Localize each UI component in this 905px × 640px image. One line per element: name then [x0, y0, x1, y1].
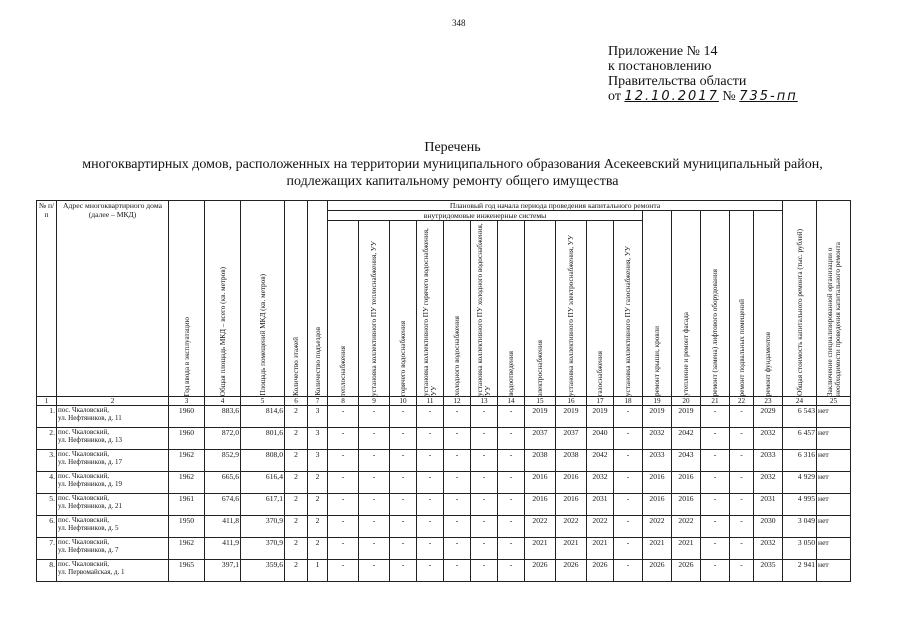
cell-area: 872,0 [205, 428, 241, 450]
cell-concl: нет [817, 450, 851, 472]
cell-c11: - [417, 472, 444, 494]
cell-c22: - [730, 428, 754, 450]
cell-floors: 2 [285, 516, 308, 538]
column-number: 9 [359, 397, 390, 406]
cell-year: 1960 [169, 406, 205, 428]
appendix-line: к постановлению [608, 59, 712, 74]
cell-n: 6. [37, 516, 57, 538]
cell-c13: - [471, 516, 498, 538]
cell-c21: - [701, 406, 730, 428]
column-number: 16 [556, 397, 587, 406]
cell-ent: 1 [308, 560, 328, 582]
cell-c15: 2019 [525, 406, 556, 428]
cell-c11: - [417, 406, 444, 428]
cell-c19: 2022 [643, 516, 672, 538]
column-number: 4 [205, 397, 241, 406]
column-number: 23 [754, 397, 783, 406]
address-cell [57, 494, 169, 516]
cell-c19: 2032 [643, 428, 672, 450]
column-number: 10 [390, 397, 417, 406]
header-eng-col: теплоснабжения [339, 345, 347, 396]
cell-c21: - [701, 428, 730, 450]
cell-ent: 3 [308, 406, 328, 428]
cell-c22: - [730, 516, 754, 538]
cell-rooms: 616,4 [241, 472, 285, 494]
cell-c19: 2021 [643, 538, 672, 560]
cell-c18: - [614, 406, 643, 428]
column-number: 25 [817, 397, 851, 406]
header-roof: ремонт крыши, кровли [653, 325, 661, 396]
cell-c17: 2021 [587, 538, 614, 560]
cell-c11: - [417, 450, 444, 472]
cell-concl: нет [817, 516, 851, 538]
header-eng-col: установка коллективного ПУ электроснабжения, УУ [567, 234, 575, 396]
cell-c17: 2042 [587, 450, 614, 472]
title-line: многоквартирных домов, расположенных на территории муниципального образования Асекеевский муниципальный район, [82, 157, 823, 172]
header-cost: Общая стоимость капитального ремонта (тыс. рублей) [795, 229, 804, 396]
column-number: 14 [498, 397, 525, 406]
column-number: 12 [444, 397, 471, 406]
cell-ent: 2 [308, 472, 328, 494]
cell-c13: - [471, 538, 498, 560]
header-area-rooms: Площадь помещений МКД (кв. метров) [258, 274, 267, 396]
table-row [37, 472, 851, 494]
cell-c15: 2026 [525, 560, 556, 582]
cell-c22: - [730, 538, 754, 560]
address-line: ул. Нефтяников, д. 21 [58, 502, 123, 510]
cell-concl: нет [817, 560, 851, 582]
cell-c10: - [390, 560, 417, 582]
header-planned: Плановый год начала периода проведения капитального ремонта [328, 201, 783, 211]
appendix-title: Приложение № 14 [608, 44, 718, 59]
header-area-total: Общая площадь МКД – всего (кв. метров) [218, 266, 227, 396]
cell-c16: 2019 [556, 406, 587, 428]
cell-n: 1. [37, 406, 57, 428]
address-line: пос. Чкаловский, [58, 494, 110, 502]
from-label: от [608, 89, 621, 104]
cell-c18: - [614, 494, 643, 516]
column-number: 2 [57, 397, 169, 406]
cell-c18: - [614, 560, 643, 582]
cell-rooms: 801,6 [241, 428, 285, 450]
cell-c16: 2016 [556, 494, 587, 516]
address-line: пос. Чкаловский, [58, 560, 110, 568]
cell-c8: - [328, 538, 359, 560]
cell-c8: - [328, 560, 359, 582]
title-line: Перечень [424, 140, 481, 155]
cell-c23: 2032 [754, 428, 783, 450]
cell-c13: - [471, 494, 498, 516]
cell-cost: 2 941 [783, 560, 817, 582]
page-number: 348 [452, 18, 466, 28]
cell-floors: 2 [285, 538, 308, 560]
header-engineering: внутридомовые инженерные системы [328, 211, 643, 221]
cell-c15: 2021 [525, 538, 556, 560]
header-eng-col: холодного водоснабжения [453, 316, 461, 396]
cell-c8: - [328, 516, 359, 538]
address-line: пос. Чкаловский, [58, 538, 110, 546]
cell-ent: 3 [308, 428, 328, 450]
header-address: Адрес многоквартирного дома (далее – МКД) [57, 201, 169, 397]
cell-area: 397,1 [205, 560, 241, 582]
cell-c12: - [444, 450, 471, 472]
cell-c23: 2030 [754, 516, 783, 538]
cell-c11: - [417, 428, 444, 450]
cell-c10: - [390, 428, 417, 450]
cell-rooms: 617,1 [241, 494, 285, 516]
cell-c13: - [471, 406, 498, 428]
cell-rooms: 814,6 [241, 406, 285, 428]
cell-c17: 2032 [587, 472, 614, 494]
column-number: 11 [417, 397, 444, 406]
cell-c20: 2016 [672, 472, 701, 494]
column-number: 8 [328, 397, 359, 406]
cell-c9: - [359, 450, 390, 472]
header-facade: утепление и ремонт фасада [682, 312, 690, 396]
cell-c21: - [701, 450, 730, 472]
cell-c9: - [359, 406, 390, 428]
cell-c11: - [417, 560, 444, 582]
cell-floors: 2 [285, 472, 308, 494]
cell-c20: 2019 [672, 406, 701, 428]
column-number: 21 [701, 397, 730, 406]
cell-c22: - [730, 494, 754, 516]
cell-c16: 2016 [556, 472, 587, 494]
header-floors: Количество этажей [292, 337, 300, 396]
address-cell [57, 450, 169, 472]
cell-c23: 2029 [754, 406, 783, 428]
address-line: ул. Нефтяников, д. 5 [58, 524, 119, 532]
cell-c11: - [417, 538, 444, 560]
cell-c12: - [444, 406, 471, 428]
cell-floors: 2 [285, 450, 308, 472]
cell-c16: 2022 [556, 516, 587, 538]
cell-floors: 2 [285, 560, 308, 582]
cell-c18: - [614, 450, 643, 472]
cell-floors: 2 [285, 406, 308, 428]
column-number: 7 [308, 397, 328, 406]
cell-c10: - [390, 516, 417, 538]
column-number: 18 [614, 397, 643, 406]
cell-c21: - [701, 560, 730, 582]
table-row [37, 406, 851, 428]
cell-c10: - [390, 494, 417, 516]
cell-c11: - [417, 494, 444, 516]
cell-concl: нет [817, 494, 851, 516]
address-line: пос. Чкаловский, [58, 406, 110, 414]
address-cell [57, 406, 169, 428]
cell-c18: - [614, 516, 643, 538]
cell-area: 674,6 [205, 494, 241, 516]
cell-area: 852,9 [205, 450, 241, 472]
cell-year: 1962 [169, 450, 205, 472]
cell-c23: 2031 [754, 494, 783, 516]
header-conclusion: Заключение специализированной организации о необходимости проведения капитального ремонта [825, 242, 842, 396]
header-eng-col: горячего водоснабжения [399, 320, 407, 396]
cell-c17: 2019 [587, 406, 614, 428]
cell-c20: 2043 [672, 450, 701, 472]
cell-ent: 3 [308, 450, 328, 472]
cell-ent: 2 [308, 538, 328, 560]
cell-cost: 4 929 [783, 472, 817, 494]
cell-year: 1962 [169, 472, 205, 494]
cell-c13: - [471, 428, 498, 450]
header-eng-col: установка коллективного ПУ горячего водоснабжения, УУ [422, 228, 438, 396]
cell-concl: нет [817, 406, 851, 428]
cell-concl: нет [817, 472, 851, 494]
appendix-date-line [608, 89, 798, 104]
cell-c16: 2038 [556, 450, 587, 472]
column-number: 3 [169, 397, 205, 406]
cell-floors: 2 [285, 428, 308, 450]
address-line: ул. Нефтяников, д. 17 [58, 458, 123, 466]
cell-c8: - [328, 450, 359, 472]
decree-date: 12.10.2017 [624, 89, 719, 104]
header-eng-col: водоотведения [507, 351, 515, 396]
cell-c17: 2026 [587, 560, 614, 582]
header-foundation: ремонт фундаментов [764, 331, 772, 396]
cell-year: 1965 [169, 560, 205, 582]
cell-n: 8. [37, 560, 57, 582]
cell-c9: - [359, 472, 390, 494]
cell-cost: 6 316 [783, 450, 817, 472]
cell-c12: - [444, 472, 471, 494]
appendix-line: Правительства области [608, 74, 747, 89]
cell-c21: - [701, 494, 730, 516]
cell-c15: 2016 [525, 472, 556, 494]
cell-c18: - [614, 472, 643, 494]
cell-c9: - [359, 516, 390, 538]
column-number: 19 [643, 397, 672, 406]
cell-cost: 4 995 [783, 494, 817, 516]
cell-c14: - [498, 450, 525, 472]
cell-c13: - [471, 450, 498, 472]
table-row [37, 560, 851, 582]
cell-c19: 2016 [643, 472, 672, 494]
cell-c12: - [444, 560, 471, 582]
cell-ent: 2 [308, 494, 328, 516]
cell-cost: 6 457 [783, 428, 817, 450]
cell-c9: - [359, 494, 390, 516]
cell-c12: - [444, 494, 471, 516]
cell-cost: 3 049 [783, 516, 817, 538]
houses-table [36, 200, 851, 582]
cell-concl: нет [817, 538, 851, 560]
title-line: подлежащих капитальному ремонту общего имущества [286, 174, 619, 189]
cell-c23: 2033 [754, 450, 783, 472]
address-line: пос. Чкаловский, [58, 428, 110, 436]
cell-c15: 2037 [525, 428, 556, 450]
column-number: 5 [241, 397, 285, 406]
cell-c12: - [444, 516, 471, 538]
cell-c12: - [444, 538, 471, 560]
cell-c17: 2031 [587, 494, 614, 516]
cell-c22: - [730, 450, 754, 472]
decree-number: 735-пп [739, 89, 798, 104]
column-number: 20 [672, 397, 701, 406]
cell-c14: - [498, 428, 525, 450]
address-line: ул. Первомайская, д. 1 [58, 568, 125, 576]
address-line: пос. Чкаловский, [58, 516, 110, 524]
address-line: пос. Чкаловский, [58, 472, 110, 480]
cell-c21: - [701, 472, 730, 494]
column-number: 22 [730, 397, 754, 406]
header-eng-col: установка коллективного ПУ холодного водоснабжения, УУ [476, 223, 492, 396]
cell-c17: 2040 [587, 428, 614, 450]
cell-c8: - [328, 406, 359, 428]
column-number: 17 [587, 397, 614, 406]
cell-c10: - [390, 472, 417, 494]
cell-year: 1962 [169, 538, 205, 560]
cell-year: 1950 [169, 516, 205, 538]
cell-c15: 2016 [525, 494, 556, 516]
cell-cost: 6 543 [783, 406, 817, 428]
cell-c15: 2022 [525, 516, 556, 538]
cell-c13: - [471, 560, 498, 582]
cell-n: 4. [37, 472, 57, 494]
cell-c14: - [498, 516, 525, 538]
cell-n: 3. [37, 450, 57, 472]
address-cell [57, 560, 169, 582]
address-cell [57, 472, 169, 494]
address-cell [57, 516, 169, 538]
cell-c23: 2035 [754, 560, 783, 582]
cell-c8: - [328, 428, 359, 450]
cell-c9: - [359, 428, 390, 450]
cell-c14: - [498, 538, 525, 560]
table-row [37, 428, 851, 450]
address-line: ул. Нефтяников, д. 13 [58, 436, 123, 444]
header-eng-col: электроснабжения [536, 339, 544, 396]
cell-c18: - [614, 428, 643, 450]
cell-area: 665,6 [205, 472, 241, 494]
header-entrances: Количество подъездов [313, 327, 322, 396]
header-num: № п/п [37, 201, 57, 397]
cell-c19: 2016 [643, 494, 672, 516]
cell-c15: 2038 [525, 450, 556, 472]
cell-c16: 2021 [556, 538, 587, 560]
column-number: 15 [525, 397, 556, 406]
cell-c8: - [328, 472, 359, 494]
cell-c20: 2042 [672, 428, 701, 450]
cell-rooms: 370,9 [241, 516, 285, 538]
address-line: пос. Чкаловский, [58, 450, 110, 458]
cell-concl: нет [817, 428, 851, 450]
cell-area: 411,8 [205, 516, 241, 538]
cell-floors: 2 [285, 494, 308, 516]
cell-c20: 2021 [672, 538, 701, 560]
cell-n: 5. [37, 494, 57, 516]
column-number: 1 [37, 397, 57, 406]
cell-c22: - [730, 472, 754, 494]
cell-c13: - [471, 472, 498, 494]
cell-c22: - [730, 560, 754, 582]
cell-c10: - [390, 538, 417, 560]
cell-n: 7. [37, 538, 57, 560]
cell-c23: 2032 [754, 538, 783, 560]
cell-c21: - [701, 538, 730, 560]
cell-c10: - [390, 406, 417, 428]
cell-year: 1960 [169, 428, 205, 450]
table-row [37, 538, 851, 560]
cell-c22: - [730, 406, 754, 428]
cell-year: 1961 [169, 494, 205, 516]
cell-c9: - [359, 560, 390, 582]
cell-cost: 3 050 [783, 538, 817, 560]
header-year: Год ввода в эксплуатацию [182, 316, 191, 396]
address-cell [57, 538, 169, 560]
table-row [37, 450, 851, 472]
document-title [0, 139, 905, 190]
header-eng-col: установка коллективного ПУ газоснабжения, УУ [624, 245, 632, 396]
cell-c21: - [701, 516, 730, 538]
cell-rooms: 808,0 [241, 450, 285, 472]
appendix-block [608, 44, 798, 104]
cell-c14: - [498, 560, 525, 582]
column-number: 6 [285, 397, 308, 406]
cell-ent: 2 [308, 516, 328, 538]
column-number: 13 [471, 397, 498, 406]
table-row [37, 516, 851, 538]
cell-c16: 2026 [556, 560, 587, 582]
header-lift: ремонт (замена) лифтового оборудования [711, 268, 719, 396]
cell-c9: - [359, 538, 390, 560]
address-cell [57, 428, 169, 450]
table-row [37, 494, 851, 516]
cell-c20: 2022 [672, 516, 701, 538]
cell-c12: - [444, 428, 471, 450]
header-basement: ремонт подвальных помещений [737, 298, 746, 396]
cell-c19: 2033 [643, 450, 672, 472]
address-line: ул. Нефтяников, д. 19 [58, 480, 123, 488]
cell-rooms: 359,6 [241, 560, 285, 582]
cell-c23: 2032 [754, 472, 783, 494]
address-line: ул. Нефтяников, д. 7 [58, 546, 119, 554]
header-eng-col: установка коллективного ПУ теплоснабжения, УУ [370, 241, 378, 396]
address-line: ул. Нефтяников, д. 11 [58, 414, 122, 422]
cell-c20: 2026 [672, 560, 701, 582]
cell-c16: 2037 [556, 428, 587, 450]
column-number: 24 [783, 397, 817, 406]
cell-c14: - [498, 494, 525, 516]
cell-c19: 2026 [643, 560, 672, 582]
cell-c11: - [417, 516, 444, 538]
cell-c18: - [614, 538, 643, 560]
cell-area: 883,6 [205, 406, 241, 428]
cell-c20: 2016 [672, 494, 701, 516]
cell-rooms: 370,9 [241, 538, 285, 560]
cell-c14: - [498, 472, 525, 494]
cell-area: 411,9 [205, 538, 241, 560]
cell-c19: 2019 [643, 406, 672, 428]
cell-c17: 2022 [587, 516, 614, 538]
number-label: № [722, 89, 736, 104]
cell-c10: - [390, 450, 417, 472]
cell-c14: - [498, 406, 525, 428]
cell-n: 2. [37, 428, 57, 450]
cell-c8: - [328, 494, 359, 516]
header-eng-col: газоснабжения [596, 350, 604, 396]
